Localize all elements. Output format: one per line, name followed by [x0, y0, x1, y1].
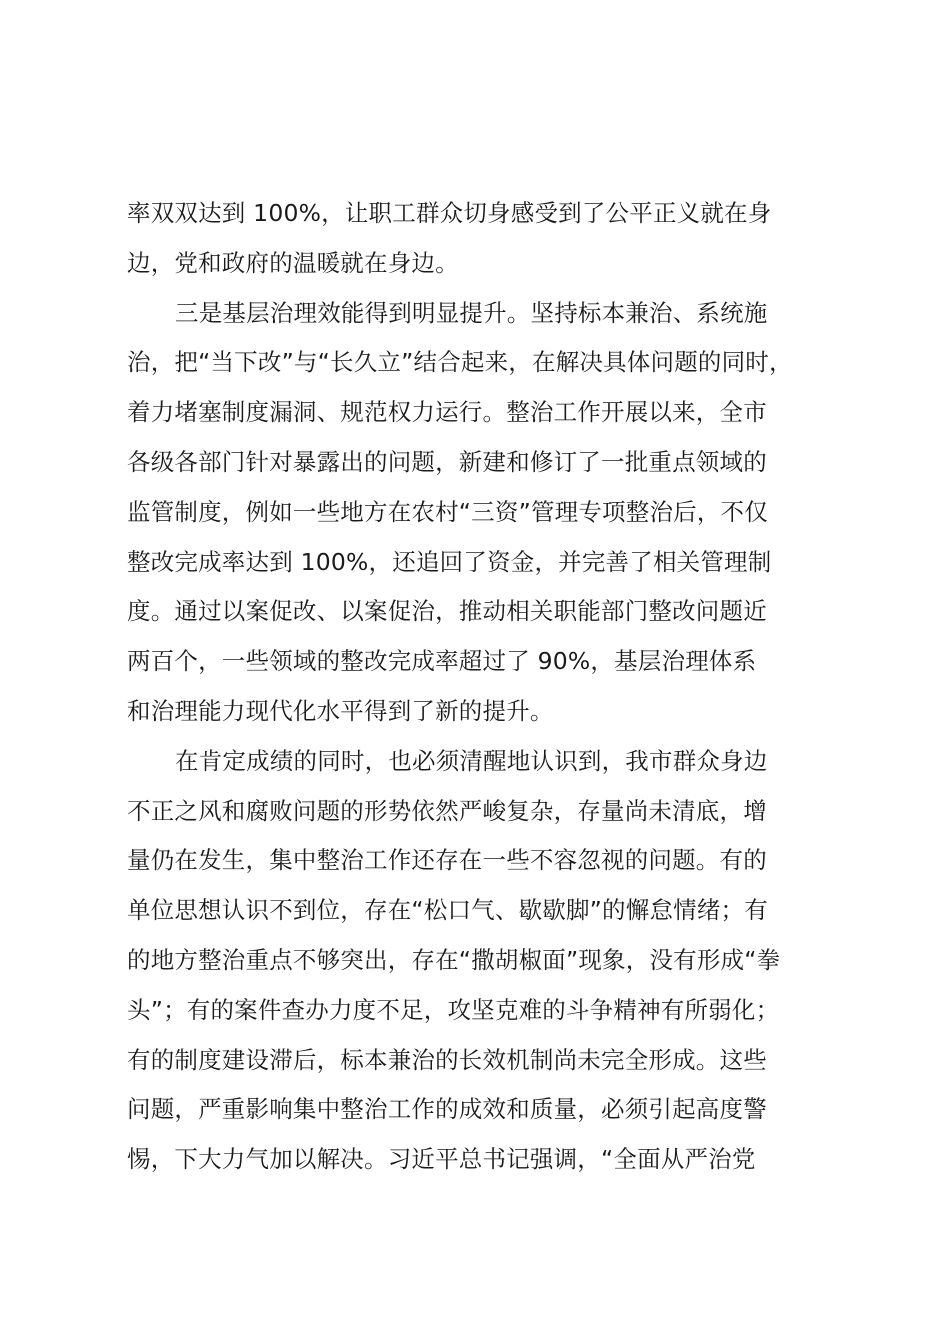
text-line: 不正之风和腐败问题的形势依然严峻复杂，存量尚未清底，增 [127, 796, 767, 825]
paragraph-governance [127, 294, 857, 742]
text-line: 问题，严重影响集中整治工作的成效和质量，必须引起高度警 [127, 1095, 767, 1124]
text-line: 三是基层治理效能得到明显提升。坚持标本兼治、系统施 [175, 298, 768, 327]
text-line: 度。通过以案促改、以案促治，推动相关职能部门整改问题近 [127, 597, 767, 626]
text-line: 治，把“当下改”与“长久立”结合起来，在解决具体问题的同时， [127, 348, 793, 377]
text-line: 头”；有的案件查办力度不足，攻坚克难的斗争精神有所弱化； [127, 995, 780, 1024]
text-line: 和治理能力现代化水平得到了新的提升。 [127, 696, 554, 725]
text-line: 的地方整治重点不够突出，存在“撒胡椒面”现象，没有形成“拳 [127, 945, 781, 974]
text-line: 着力堵塞制度漏洞、规范权力运行。整治工作开展以来，全市 [127, 398, 767, 427]
text-line: 各级各部门针对暴露出的问题，新建和修订了一批重点领域的 [127, 447, 767, 476]
paragraph-problems [127, 742, 857, 1190]
text-line: 两百个，一些领域的整改完成率超过了 90%，基层治理体系 [127, 647, 757, 676]
text-line: 量仍在发生，集中整治工作还存在一些不容忽视的问题。有的 [127, 846, 767, 875]
text-line: 监管制度，例如一些地方在农村“三资”管理专项整治后，不仅 [127, 497, 768, 526]
text-line: 惕，下大力气加以解决。习近平总书记强调，“全面从严治党 [127, 1145, 756, 1174]
text-line: 整改完成率达到 100%，还追回了资金，并完善了相关管理制 [127, 547, 772, 576]
text-line: 有的制度建设滞后，标本兼治的长效机制尚未完全形成。这些 [127, 1045, 767, 1074]
body-text [127, 194, 857, 1190]
text-line: 边，党和政府的温暖就在身边。 [127, 248, 459, 277]
text-line: 在肯定成绩的同时，也必须清醒地认识到，我市群众身边 [175, 746, 768, 775]
text-line: 率双双达到 100%，让职工群众切身感受到了公平正义就在身 [127, 199, 772, 227]
text-line: 单位思想认识不到位，存在“松口气、歇歇脚”的懈怠情绪；有 [127, 896, 768, 925]
paragraph-continued [127, 194, 857, 294]
